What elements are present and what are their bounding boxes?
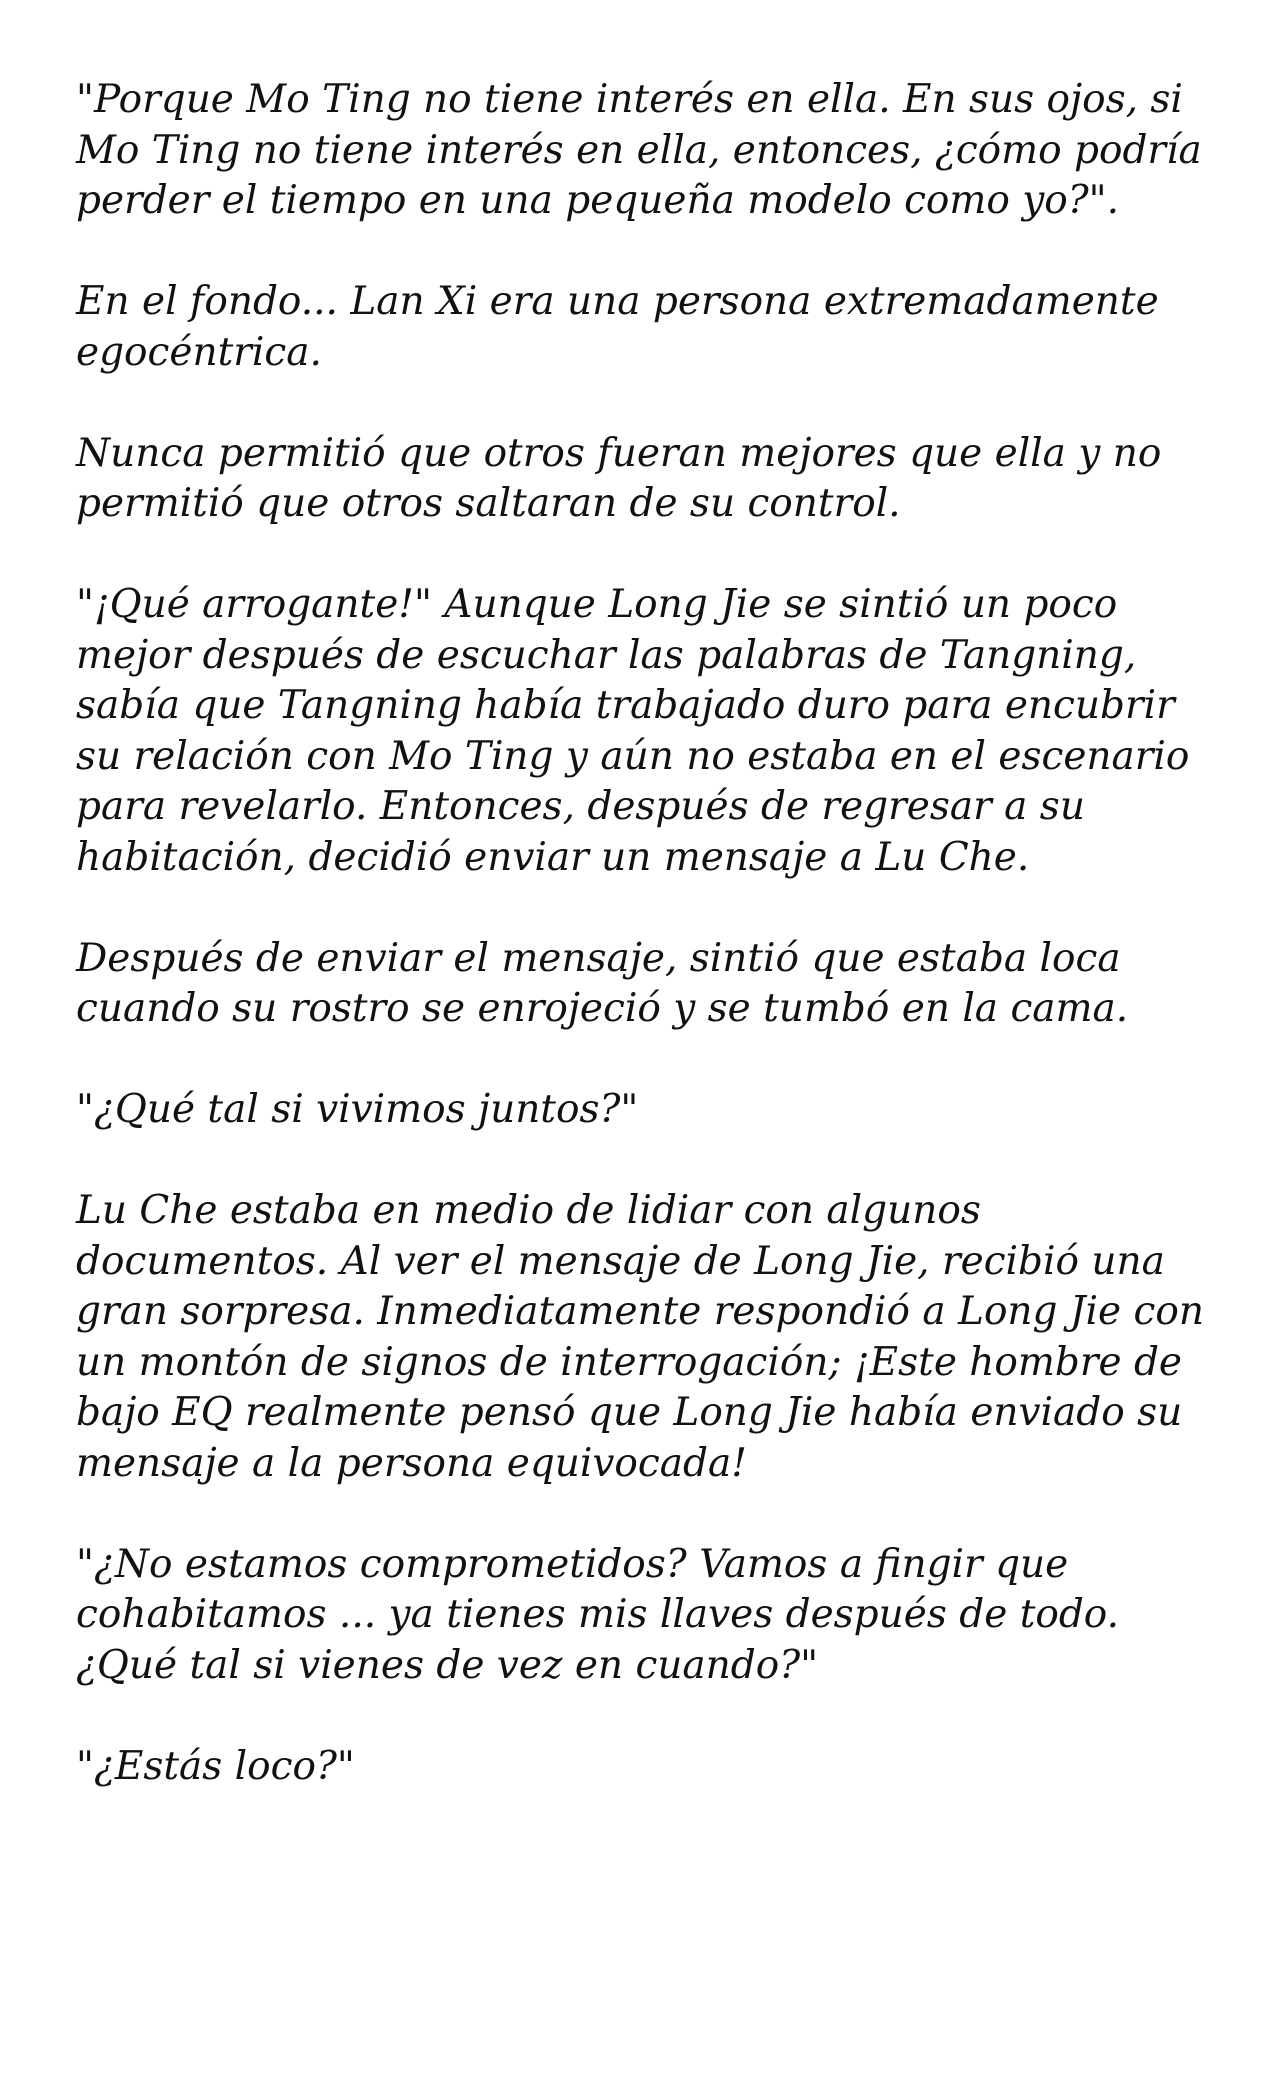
paragraph-2: En el fondo... Lan Xi era una persona extremadamente egocéntrica.: [76, 279, 1159, 375]
paragraph-3: Nunca permitió que otros fueran mejores que ella y no permitió que otros saltaran de su control.: [76, 430, 1162, 526]
paragraph-5: Después de enviar el mensaje, sintió que estaba loca cuando su rostro se enrojeció y se tumbó en la cama.: [76, 935, 1129, 1031]
paragraph-4: "¡Qué arrogante!" Aunque Long Jie se sintió un poco mejor después de escuchar las palabras de Tangning, sabía que Tangning había trabajado duro para encubrir su relación con Mo Ting y aún no estaba en el escenario para revelarlo. Entonces, después de regresar a su habitación, decidió enviar un mensaje a Lu Che.: [76, 582, 1190, 880]
paragraph-8: "¿No estamos comprometidos? Vamos a fingir que cohabitamos ... ya tienes mis llaves después de todo. ¿Qué tal si vienes de vez en cuando?": [76, 1541, 1120, 1688]
paragraph-6: "¿Qué tal si vivimos juntos?": [76, 1087, 639, 1132]
paragraph-9: "¿Estás loco?": [76, 1743, 355, 1789]
paragraph-7: Lu Che estaba en medio de lidiar con algunos documentos. Al ver el mensaje de Long Jie, recibió una gran sorpresa. Inmediatamente respondió a Long Jie con un montón de signos de interrogación; ¡Este hombre de bajo EQ realmente pensó que Long Jie había enviado su mensaje a la persona equivocada!: [76, 1188, 1204, 1486]
document-page: [76, 75, 1226, 1843]
paragraph-1: "Porque Mo Ting no tiene interés en ella. En sus ojos, si Mo Ting no tiene interés en ella, entonces, ¿cómo podría perder el tiempo en una pequeña modelo como yo?".: [76, 77, 1202, 223]
